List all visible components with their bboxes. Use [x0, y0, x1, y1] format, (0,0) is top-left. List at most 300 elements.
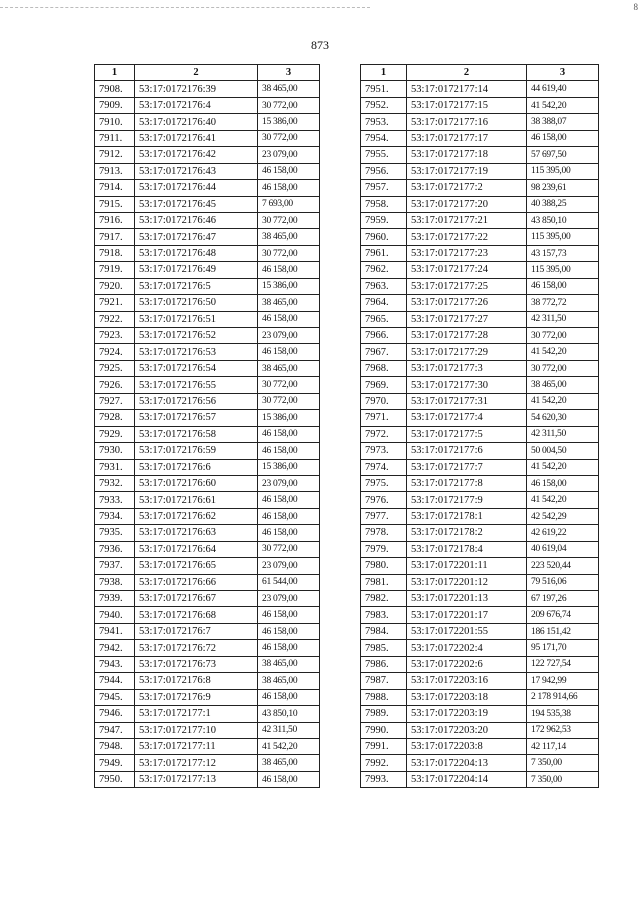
- cadastral-number: 53:17:0172177:14: [407, 81, 527, 97]
- table-row: [361, 393, 599, 409]
- row-number: 7962.: [361, 262, 407, 278]
- cadastral-number: 53:17:0172176:43: [135, 163, 258, 179]
- cadastral-number: 53:17:0172176:9: [135, 689, 258, 705]
- amount: 122 727,54: [527, 656, 599, 672]
- table-row: [361, 229, 599, 245]
- cadastral-number: 53:17:0172176:59: [135, 443, 258, 459]
- cadastral-number: 53:17:0172176:50: [135, 295, 258, 311]
- table-row: [95, 360, 320, 376]
- table-row: [95, 738, 320, 754]
- cadastral-number: 53:17:0172177:20: [407, 196, 527, 212]
- cadastral-number: 53:17:0172176:57: [135, 410, 258, 426]
- column-header: 1: [95, 65, 135, 81]
- cadastral-number: 53:17:0172177:10: [135, 722, 258, 738]
- cadastral-number: 53:17:0172201:11: [407, 558, 527, 574]
- amount: 46 158,00: [258, 492, 320, 508]
- cadastral-number: 53:17:0172176:51: [135, 311, 258, 327]
- cadastral-number: 53:17:0172176:47: [135, 229, 258, 245]
- table-row: [361, 591, 599, 607]
- cadastral-number: 53:17:0172177:28: [407, 328, 527, 344]
- table-row: [95, 541, 320, 557]
- table-header-row: [361, 65, 599, 81]
- row-number: 7921.: [95, 295, 135, 311]
- cadastral-number: 53:17:0172176:56: [135, 393, 258, 409]
- table-row: [95, 591, 320, 607]
- table-row: [361, 311, 599, 327]
- table-row: [361, 475, 599, 491]
- amount: 41 542,20: [258, 738, 320, 754]
- cadastral-number: 53:17:0172204:13: [407, 755, 527, 771]
- cadastral-number: 53:17:0172177:6: [407, 443, 527, 459]
- amount: 42 619,22: [527, 525, 599, 541]
- table-row: [361, 180, 599, 196]
- table-row: [361, 640, 599, 656]
- row-number: 7908.: [95, 81, 135, 97]
- cadastral-number: 53:17:0172176:65: [135, 558, 258, 574]
- table-row: [361, 574, 599, 590]
- row-number: 7975.: [361, 475, 407, 491]
- amount: 30 772,00: [258, 541, 320, 557]
- row-number: 7949.: [95, 755, 135, 771]
- amount: 30 772,00: [258, 393, 320, 409]
- amount: 41 542,20: [527, 492, 599, 508]
- amount: 46 158,00: [258, 443, 320, 459]
- amount: 43 157,73: [527, 245, 599, 261]
- amount: 42 542,29: [527, 508, 599, 524]
- amount: 30 772,00: [258, 245, 320, 261]
- table-row: [361, 245, 599, 261]
- table-row: [361, 262, 599, 278]
- amount: 46 158,00: [258, 163, 320, 179]
- table-row: [95, 229, 320, 245]
- page-number: 873: [311, 38, 329, 52]
- table-row: [95, 393, 320, 409]
- table-row: [361, 673, 599, 689]
- row-number: 7928.: [95, 410, 135, 426]
- cadastral-number: 53:17:0172203:18: [407, 689, 527, 705]
- row-number: 7922.: [95, 311, 135, 327]
- amount: 41 542,20: [527, 97, 599, 113]
- table-row: [361, 147, 599, 163]
- row-number: 7966.: [361, 328, 407, 344]
- table-row: [95, 426, 320, 442]
- amount: 30 772,00: [258, 97, 320, 113]
- row-number: 7993.: [361, 771, 407, 787]
- table-row: [361, 722, 599, 738]
- amount: 38 465,00: [258, 81, 320, 97]
- cadastral-number: 53:17:0172201:12: [407, 574, 527, 590]
- amount: 98 239,61: [527, 180, 599, 196]
- row-number: 7909.: [95, 97, 135, 113]
- amount: 40 388,25: [527, 196, 599, 212]
- table-row: [95, 377, 320, 393]
- amount: 43 850,10: [258, 706, 320, 722]
- row-number: 7957.: [361, 180, 407, 196]
- row-number: 7947.: [95, 722, 135, 738]
- row-number: 7924.: [95, 344, 135, 360]
- amount: 57 697,50: [527, 147, 599, 163]
- cadastral-number: 53:17:0172176:54: [135, 360, 258, 376]
- table-row: [95, 344, 320, 360]
- amount: 7 350,00: [527, 755, 599, 771]
- amount: 30 772,00: [258, 212, 320, 228]
- cadastral-number: 53:17:0172176:8: [135, 673, 258, 689]
- amount: 209 676,74: [527, 607, 599, 623]
- row-number: 7982.: [361, 591, 407, 607]
- row-number: 7969.: [361, 377, 407, 393]
- row-number: 7958.: [361, 196, 407, 212]
- amount: 30 772,00: [527, 360, 599, 376]
- cadastral-number: 53:17:0172176:52: [135, 328, 258, 344]
- amount: 15 386,00: [258, 410, 320, 426]
- cadastral-number: 53:17:0172177:19: [407, 163, 527, 179]
- row-number: 7965.: [361, 311, 407, 327]
- amount: 79 516,06: [527, 574, 599, 590]
- cadastral-number: 53:17:0172176:49: [135, 262, 258, 278]
- amount: 38 465,00: [258, 656, 320, 672]
- cadastral-number: 53:17:0172177:17: [407, 130, 527, 146]
- row-number: 7946.: [95, 706, 135, 722]
- row-number: 7938.: [95, 574, 135, 590]
- row-number: 7930.: [95, 443, 135, 459]
- amount: 46 158,00: [527, 278, 599, 294]
- table-row: [361, 508, 599, 524]
- table-row: [95, 508, 320, 524]
- amount: 41 542,20: [527, 459, 599, 475]
- amount: 172 962,53: [527, 722, 599, 738]
- amount: 115 395,00: [527, 229, 599, 245]
- cadastral-number: 53:17:0172177:13: [135, 771, 258, 787]
- cadastral-number: 53:17:0172202:4: [407, 640, 527, 656]
- row-number: 7991.: [361, 738, 407, 754]
- table-row: [95, 623, 320, 639]
- table-row: [361, 607, 599, 623]
- table-row: [95, 673, 320, 689]
- amount: 46 158,00: [258, 311, 320, 327]
- amount: 42 311,50: [527, 426, 599, 442]
- column-header: 1: [361, 65, 407, 81]
- cadastral-number: 53:17:0172176:61: [135, 492, 258, 508]
- amount: 115 395,00: [527, 262, 599, 278]
- row-number: 7964.: [361, 295, 407, 311]
- cadastral-number: 53:17:0172176:62: [135, 508, 258, 524]
- amount: 7 350,00: [527, 771, 599, 787]
- amount: 42 117,14: [527, 738, 599, 754]
- right-table: [360, 64, 599, 788]
- row-number: 7939.: [95, 591, 135, 607]
- table-row: [361, 212, 599, 228]
- cadastral-number: 53:17:0172176:44: [135, 180, 258, 196]
- cadastral-number: 53:17:0172177:18: [407, 147, 527, 163]
- table-row: [95, 607, 320, 623]
- amount: 41 542,20: [527, 393, 599, 409]
- amount: 23 079,00: [258, 147, 320, 163]
- cadastral-number: 53:17:0172176:41: [135, 130, 258, 146]
- cadastral-number: 53:17:0172176:68: [135, 607, 258, 623]
- left-table-body: [95, 81, 320, 788]
- cadastral-number: 53:17:0172203:8: [407, 738, 527, 754]
- amount: 41 542,20: [527, 344, 599, 360]
- amount: 42 311,50: [258, 722, 320, 738]
- amount: 46 158,00: [527, 475, 599, 491]
- amount: 46 158,00: [527, 130, 599, 146]
- table-row: [361, 706, 599, 722]
- top-dashed-rule: [0, 7, 370, 8]
- cadastral-number: 53:17:0172178:2: [407, 525, 527, 541]
- table-row: [361, 344, 599, 360]
- row-number: 7992.: [361, 755, 407, 771]
- cadastral-number: 53:17:0172177:5: [407, 426, 527, 442]
- table-row: [95, 262, 320, 278]
- cadastral-number: 53:17:0172177:30: [407, 377, 527, 393]
- row-number: 7914.: [95, 180, 135, 196]
- cadastral-number: 53:17:0172203:16: [407, 673, 527, 689]
- row-number: 7929.: [95, 426, 135, 442]
- cadastral-number: 53:17:0172176:72: [135, 640, 258, 656]
- amount: 46 158,00: [258, 689, 320, 705]
- cadastral-number: 53:17:0172177:9: [407, 492, 527, 508]
- amount: 46 158,00: [258, 426, 320, 442]
- table-row: [95, 475, 320, 491]
- row-number: 7917.: [95, 229, 135, 245]
- table-row: [361, 278, 599, 294]
- cadastral-number: 53:17:0172176:46: [135, 212, 258, 228]
- table-row: [361, 130, 599, 146]
- row-number: 7959.: [361, 212, 407, 228]
- cadastral-number: 53:17:0172176:45: [135, 196, 258, 212]
- table-row: [361, 81, 599, 97]
- cadastral-number: 53:17:0172178:1: [407, 508, 527, 524]
- row-number: 7950.: [95, 771, 135, 787]
- row-number: 7936.: [95, 541, 135, 557]
- right-table-body: [361, 81, 599, 788]
- row-number: 7990.: [361, 722, 407, 738]
- table-row: [361, 771, 599, 787]
- table-row: [95, 196, 320, 212]
- row-number: 7984.: [361, 623, 407, 639]
- amount: 46 158,00: [258, 262, 320, 278]
- table-row: [361, 623, 599, 639]
- row-number: 7923.: [95, 328, 135, 344]
- cadastral-number: 53:17:0172177:8: [407, 475, 527, 491]
- table-row: [95, 180, 320, 196]
- table-row: [361, 656, 599, 672]
- table-row: [95, 755, 320, 771]
- table-row: [361, 492, 599, 508]
- row-number: 7943.: [95, 656, 135, 672]
- table-row: [95, 574, 320, 590]
- row-number: 7985.: [361, 640, 407, 656]
- cadastral-number: 53:17:0172177:31: [407, 393, 527, 409]
- row-number: 7961.: [361, 245, 407, 261]
- row-number: 7971.: [361, 410, 407, 426]
- table-row: [95, 114, 320, 130]
- cadastral-number: 53:17:0172176:55: [135, 377, 258, 393]
- row-number: 7942.: [95, 640, 135, 656]
- cadastral-number: 53:17:0172177:4: [407, 410, 527, 426]
- cadastral-number: 53:17:0172176:53: [135, 344, 258, 360]
- row-number: 7937.: [95, 558, 135, 574]
- amount: 46 158,00: [258, 640, 320, 656]
- amount: 17 942,99: [527, 673, 599, 689]
- amount: 43 850,10: [527, 212, 599, 228]
- amount: 194 535,38: [527, 706, 599, 722]
- table-row: [361, 295, 599, 311]
- table-row: [361, 558, 599, 574]
- table-row: [95, 706, 320, 722]
- row-number: 7983.: [361, 607, 407, 623]
- row-number: 7911.: [95, 130, 135, 146]
- table-row: [95, 656, 320, 672]
- row-number: 7987.: [361, 673, 407, 689]
- table-row: [361, 689, 599, 705]
- amount: 23 079,00: [258, 328, 320, 344]
- table-row: [95, 525, 320, 541]
- row-number: 7941.: [95, 623, 135, 639]
- table-row: [95, 147, 320, 163]
- row-number: 7955.: [361, 147, 407, 163]
- cadastral-number: 53:17:0172177:1: [135, 706, 258, 722]
- amount: 54 620,30: [527, 410, 599, 426]
- row-number: 7977.: [361, 508, 407, 524]
- cadastral-number: 53:17:0172203:20: [407, 722, 527, 738]
- row-number: 7954.: [361, 130, 407, 146]
- amount: 38 465,00: [258, 229, 320, 245]
- table-row: [361, 426, 599, 442]
- amount: 38 772,72: [527, 295, 599, 311]
- row-number: 7940.: [95, 607, 135, 623]
- row-number: 7912.: [95, 147, 135, 163]
- amount: 46 158,00: [258, 771, 320, 787]
- amount: 15 386,00: [258, 278, 320, 294]
- table-row: [361, 459, 599, 475]
- table-row: [361, 163, 599, 179]
- amount: 46 158,00: [258, 508, 320, 524]
- cadastral-number: 53:17:0172202:6: [407, 656, 527, 672]
- cadastral-number: 53:17:0172176:40: [135, 114, 258, 130]
- table-row: [361, 443, 599, 459]
- amount: 38 465,00: [258, 755, 320, 771]
- cadastral-number: 53:17:0172176:67: [135, 591, 258, 607]
- cadastral-number: 53:17:0172176:6: [135, 459, 258, 475]
- row-number: 7919.: [95, 262, 135, 278]
- amount: 46 158,00: [258, 525, 320, 541]
- amount: 95 171,70: [527, 640, 599, 656]
- table-row: [95, 212, 320, 228]
- row-number: 7926.: [95, 377, 135, 393]
- row-number: 7978.: [361, 525, 407, 541]
- cadastral-number: 53:17:0172177:25: [407, 278, 527, 294]
- amount: 30 772,00: [258, 377, 320, 393]
- table-row: [361, 525, 599, 541]
- cadastral-number: 53:17:0172177:23: [407, 245, 527, 261]
- cadastral-number: 53:17:0172178:4: [407, 541, 527, 557]
- left-table: [94, 64, 320, 788]
- table-row: [95, 722, 320, 738]
- amount: 23 079,00: [258, 591, 320, 607]
- table-row: [95, 410, 320, 426]
- cadastral-number: 53:17:0172177:24: [407, 262, 527, 278]
- cadastral-number: 53:17:0172204:14: [407, 771, 527, 787]
- amount: 46 158,00: [258, 344, 320, 360]
- row-number: 7953.: [361, 114, 407, 130]
- row-number: 7952.: [361, 97, 407, 113]
- row-number: 7988.: [361, 689, 407, 705]
- row-number: 7956.: [361, 163, 407, 179]
- column-header: 2: [135, 65, 258, 81]
- amount: 38 465,00: [258, 673, 320, 689]
- amount: 46 158,00: [258, 623, 320, 639]
- table-row: [95, 689, 320, 705]
- table-row: [361, 738, 599, 754]
- amount: 50 004,50: [527, 443, 599, 459]
- table-row: [95, 311, 320, 327]
- row-number: 7935.: [95, 525, 135, 541]
- cadastral-number: 53:17:0172177:26: [407, 295, 527, 311]
- cadastral-number: 53:17:0172203:19: [407, 706, 527, 722]
- cadastral-number: 53:17:0172176:60: [135, 475, 258, 491]
- row-number: 7974.: [361, 459, 407, 475]
- row-number: 7989.: [361, 706, 407, 722]
- cadastral-number: 53:17:0172201:13: [407, 591, 527, 607]
- cadastral-number: 53:17:0172177:7: [407, 459, 527, 475]
- amount: 223 520,44: [527, 558, 599, 574]
- table-row: [95, 640, 320, 656]
- cadastral-number: 53:17:0172201:55: [407, 623, 527, 639]
- table-row: [361, 114, 599, 130]
- amount: 42 311,50: [527, 311, 599, 327]
- row-number: 7934.: [95, 508, 135, 524]
- column-header: 3: [527, 65, 599, 81]
- amount: 46 158,00: [258, 607, 320, 623]
- row-number: 7944.: [95, 673, 135, 689]
- row-number: 7910.: [95, 114, 135, 130]
- row-number: 7980.: [361, 558, 407, 574]
- table-row: [95, 163, 320, 179]
- cadastral-number: 53:17:0172176:48: [135, 245, 258, 261]
- row-number: 7933.: [95, 492, 135, 508]
- row-number: 7976.: [361, 492, 407, 508]
- cadastral-number: 53:17:0172177:22: [407, 229, 527, 245]
- table-row: [95, 130, 320, 146]
- column-header: 3: [258, 65, 320, 81]
- amount: 7 693,00: [258, 196, 320, 212]
- amount: 23 079,00: [258, 475, 320, 491]
- row-number: 7915.: [95, 196, 135, 212]
- amount: 40 619,04: [527, 541, 599, 557]
- table-row: [95, 459, 320, 475]
- row-number: 7960.: [361, 229, 407, 245]
- cadastral-number: 53:17:0172177:3: [407, 360, 527, 376]
- row-number: 7932.: [95, 475, 135, 491]
- table-row: [95, 443, 320, 459]
- table-header-row: [95, 65, 320, 81]
- amount: 15 386,00: [258, 114, 320, 130]
- cadastral-number: 53:17:0172176:4: [135, 97, 258, 113]
- table-row: [361, 196, 599, 212]
- table-row: [95, 328, 320, 344]
- cadastral-number: 53:17:0172177:12: [135, 755, 258, 771]
- row-number: 7916.: [95, 212, 135, 228]
- cadastral-number: 53:17:0172176:42: [135, 147, 258, 163]
- table-row: [361, 97, 599, 113]
- row-number: 7981.: [361, 574, 407, 590]
- cadastral-number: 53:17:0172176:63: [135, 525, 258, 541]
- amount: 30 772,00: [258, 130, 320, 146]
- amount: 67 197,26: [527, 591, 599, 607]
- amount: 186 151,42: [527, 623, 599, 639]
- row-number: 7948.: [95, 738, 135, 754]
